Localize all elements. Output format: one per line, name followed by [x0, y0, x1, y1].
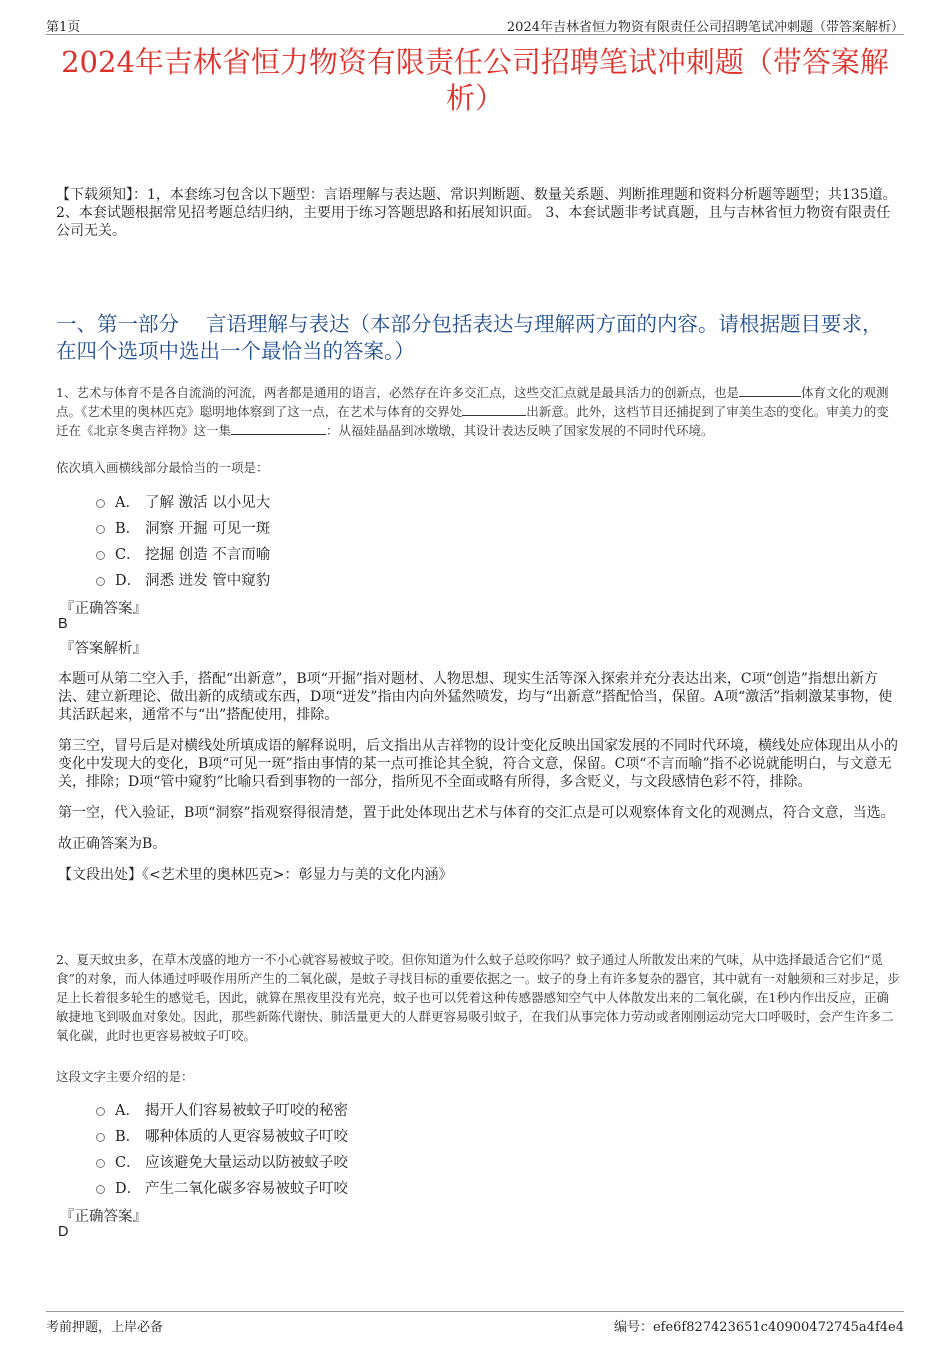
blank-1: [739, 384, 801, 397]
question-1-options: [96, 488, 270, 592]
analysis-paragraph: 第一空，代入验证，B项“洞察”指观察得很清楚，置于此处体现出艺术与体育的交汇点是可以观察体育文化的观测点，符合文意，当选。: [58, 805, 895, 821]
answer-analysis: [58, 670, 898, 897]
question-1-text: [56, 383, 900, 440]
question-1-text-part-b: 体育文化的观测点。《艺术里的奥林匹克》聪明地体察到了这一点，在艺术与体育的交界处: [56, 385, 889, 419]
option-letter: A．: [115, 1102, 140, 1119]
question-2-options: [96, 1096, 348, 1200]
option-letter: B．: [115, 1128, 141, 1145]
radio-icon[interactable]: [96, 525, 105, 534]
blank-3: [231, 422, 326, 435]
document-title: 2024年吉林省恒力物资有限责任公司招聘笔试冲刺题（带答案解析）: [61, 45, 889, 115]
option-b[interactable]: [96, 1122, 348, 1148]
correct-answer: D: [58, 1224, 69, 1240]
option-letter: C．: [115, 1154, 141, 1171]
option-b[interactable]: [96, 514, 270, 540]
option-text: 揭开人们容易被蚊子叮咬的秘密: [145, 1102, 348, 1119]
correct-answer: B: [58, 616, 68, 632]
radio-icon[interactable]: [96, 551, 105, 560]
radio-icon[interactable]: [96, 1159, 105, 1168]
footer-slogan: 考前押题，上岸必备: [46, 1320, 164, 1335]
page-footer: [46, 1311, 904, 1336]
option-letter: B．: [115, 520, 141, 537]
source-citation: 【文段出处】《<艺术里的奥林匹克>：彰显力与美的文化内涵》: [58, 867, 453, 883]
option-text: 产生二氧化碳多容易被蚊子叮咬: [145, 1180, 348, 1197]
option-letter: D．: [115, 1180, 142, 1197]
option-d[interactable]: [96, 1174, 348, 1200]
answer-label: 『正确答案』: [60, 1209, 147, 1225]
analysis-paragraph: 本题可从第二空入手，搭配“出新意”，B项“开掘”指对题材、人物思想、现实生活等深入探索并充分表达出来，C项“创造”指想出新方法、建立新理论、做出新的成绩或东西，D项“迸发”指由内向外猛然喷发，均与“出新意”搭配恰当，保留。A项“激活”指刺激某事物，使其活跃起来，通常不与“出”搭配使用，排除。: [58, 671, 893, 723]
option-text: 洞悉 迸发 管中窥豹: [145, 572, 271, 589]
analysis-label: 『答案解析』: [60, 641, 147, 657]
question-1-prompt: 依次填入画横线部分最恰当的一项是：: [56, 460, 269, 475]
option-text: 哪种体质的人更容易被蚊子叮咬: [145, 1128, 348, 1145]
question-2-prompt: 这段文字主要介绍的是：: [56, 1069, 194, 1084]
blank-2: [462, 403, 526, 416]
option-d[interactable]: [96, 566, 270, 592]
option-c[interactable]: [96, 540, 270, 566]
question-1-text-part-c: 出新意。此外，这档节目还捕捉到了审美生态的变化。审美力的变迁在《北京冬奥吉祥物》这一集: [56, 404, 889, 438]
option-c[interactable]: [96, 1148, 348, 1174]
option-letter: C．: [115, 546, 141, 563]
option-text: 了解 激活 以小见大: [145, 494, 271, 511]
analysis-conclusion: 故正确答案为B。: [58, 836, 167, 852]
radio-icon[interactable]: [96, 499, 105, 508]
question-1-text-part-d: ：从福娃晶晶到冰墩墩，其设计表达反映了国家发展的不同时代环境。: [326, 423, 714, 438]
radio-icon[interactable]: [96, 1133, 105, 1142]
option-text: 洞察 开掘 可见一斑: [145, 520, 271, 537]
option-letter: A．: [115, 494, 140, 511]
option-letter: D．: [115, 572, 142, 589]
page-header: [46, 12, 904, 35]
question-1-text-part-a: 1、艺术与体育不是各自流淌的河流，两者都是通用的语言，必然存在许多交汇点，这些交汇点就是最具活力的创新点，也是: [56, 385, 739, 400]
option-a[interactable]: [96, 488, 270, 514]
analysis-paragraph: 第三空，冒号后是对横线处所填成语的解释说明，后文指出从吉祥物的设计变化反映出国家发展的不同时代环境，横线处应体现出从小的变化中发现大的变化，B项“可见一斑”指由事情的某一点可推论其全貌，符合文意，保留。C项“不言而喻”指不必说就能明白，与文意无关，排除；D项“管中窥豹”比喻只看到事物的一部分，指所见不全面或略有所得，多含贬义，与文段感情色彩不符，排除。: [58, 738, 898, 790]
section-heading: 一、第一部分 言语理解与表达（本部分包括表达与理解两方面的内容。请根据题目要求，在四个选项中选出一个最恰当的答案。）: [56, 312, 883, 363]
page-number: 第1页: [46, 20, 81, 35]
footer-document-id: 编号：efe6f827423651c40900472745a4f4e4: [613, 1320, 904, 1335]
radio-icon[interactable]: [96, 1107, 105, 1116]
option-a[interactable]: [96, 1096, 348, 1122]
question-2-text: 2、夏天蚊虫多，在草木茂盛的地方一不小心就容易被蚊子咬。但你知道为什么蚊子总咬你吗？蚊子通过人所散发出来的气味，从中选择最适合它们“觅食”的对象，而人体通过呼吸作用所产生的二氧化碳，是蚊子寻找目标的重要依据之一。蚊子的身上有许多复杂的器官，其中就有一对触须和三对步足，步足上长着很多轮生的感觉毛，因此，就算在黑夜里没有光亮，蚊子也可以凭着这种传感器感知空气中人体散发出来的二氧化碳，在1秒内作出反应，正确敏捷地飞到吸血对象处。因此，那些新陈代谢快、肺活量更大的人群更容易吸引蚊子，在我们从事完体力劳动或者刚刚运动完大口呼吸时，会产生许多二氧化碳，此时也更容易被蚊子叮咬。: [56, 952, 900, 1043]
radio-icon[interactable]: [96, 577, 105, 586]
option-text: 应该避免大量运动以防被蚊子咬: [145, 1154, 348, 1171]
radio-icon[interactable]: [96, 1185, 105, 1194]
option-text: 挖掘 创造 不言而喻: [145, 546, 271, 563]
header-doc-title: 2024年吉林省恒力物资有限责任公司招聘笔试冲刺题（带答案解析）: [506, 20, 904, 35]
answer-label: 『正确答案』: [60, 601, 147, 617]
download-notice: 【下载须知】：1，本套练习包含以下题型：言语理解与表达题、常识判断题、数量关系题、判断推理题和资料分析题等题型；共135道。 2、本套试题根据常见招考题总结归纳，主要用于练习答题思路和拓展知识面。 3、本套试题非考试真题，且与吉林省恒力物资有限责任公司无关。: [56, 187, 897, 239]
